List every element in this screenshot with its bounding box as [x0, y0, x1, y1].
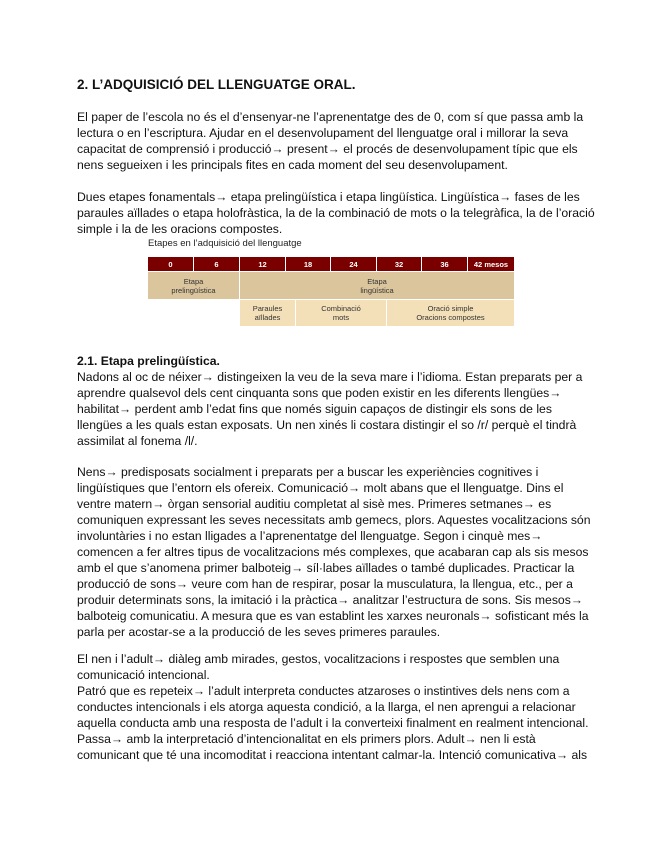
phase-sentences — [387, 300, 514, 326]
age-cell: 32 — [377, 257, 422, 271]
text-line: producció de sons→ veure com han de respirar, posar la musculatura, la llengua, etc., per a — [77, 577, 573, 591]
paragraph-prelinguistic — [77, 353, 582, 449]
stage-linguistic — [240, 272, 514, 299]
age-cell: 6 — [194, 257, 240, 271]
stage-prelinguistic — [148, 272, 240, 299]
text-line: habilitat→ perdent amb l’edat fins que només siguin capaços de distingir els sons de les — [77, 402, 552, 416]
text-line: comuniquen expressant les seves necessitats amb gemecs, plors. Aquestes vocalitzacions són — [77, 513, 591, 527]
age-cell: 0 — [148, 257, 194, 271]
phase-label: Combinació — [321, 304, 361, 313]
age-cell: 42 mesos — [468, 257, 514, 271]
text-line: aprendre qualsevol dels cent cinquanta sons que poden existir en les diferents llengües→ — [77, 386, 562, 400]
text-line: capacitat de comprensió i producció→ present→ el procés de desenvolupament típic que els — [77, 142, 578, 156]
stage-label: Etapa — [183, 276, 204, 286]
text-line: Nadons al oc de néixer→ distingeixen la veu de la seva mare i l’idioma. Estan preparats per a — [77, 370, 583, 384]
phase-isolated-words — [240, 300, 296, 326]
text-line: simple i la de les oracions compostes. — [77, 222, 283, 236]
text-line: El nen i l’adult→ diàleg amb mirades, gestos, vocalitzacions i respostes que semblen una — [77, 652, 560, 666]
age-cell: 18 — [286, 257, 331, 271]
text-line: balboteig comunicatiu. A mesura que es van establint les xarxes neuronals→ sofisticant més la — [77, 609, 589, 623]
phase-label: Paraules — [252, 304, 283, 313]
text-line: conductes intencionals i els atorga aquesta condició, a la llarga, el nen aprengui a relacionar — [77, 700, 576, 714]
paragraph-stages — [77, 189, 595, 237]
text-line: Dues etapes fonamentals→ etapa prelingüística i etapa lingüística. Lingüística→ fases de les — [77, 190, 580, 204]
age-cell: 36 — [422, 257, 468, 271]
text-line: produir determinats sons, la imitació i la pràctica→ analitzar l’estructura de sons. Sis mesos→ — [77, 593, 583, 607]
age-cell: 12 — [240, 257, 286, 271]
text-line: comunicant que té una incomoditat i reacciona intentant calmar-la. Intenció comunicativa→ als — [77, 748, 588, 762]
phase-label: mots — [332, 313, 350, 322]
text-line: nens segueixen i les principals fites en cada moment del seu desenvolupament. — [77, 158, 508, 172]
phase-label: aïllades — [254, 313, 281, 322]
stage-label: lingüística — [360, 285, 394, 295]
text-line: Patró que es repeteix→ l’adult interpreta conductes atzaroses o instintives dels nens com a — [77, 684, 570, 698]
text-line: El paper de l’escola no és el d’ensenyar-ne l’aprenentatge des de 0, com sí que passa amb la — [77, 110, 584, 124]
text-line: lectura o en l’escriptura. Ajudar en el desenvolupament del llenguatge oral i millorar la seva — [77, 126, 569, 140]
section-title: 2. L’ADQUISICIÓ DEL LLENGUATGE ORAL. — [77, 77, 356, 92]
text-line: lingüístiques que l’entorn els ofereix. Comunicació→ molt abans que el llenguatge. Dins el — [77, 481, 564, 495]
figure-caption: Etapes en l’adquisició del llenguatge — [148, 238, 302, 249]
paragraph-dialogue — [77, 651, 589, 763]
text-line: involuntàries i no estan lligades a l’aprenentatge del llenguatge. Segon i cinquè mes→ — [77, 529, 543, 543]
paragraph-communication — [77, 464, 591, 640]
text-line: comencen a fer altres tipus de vocalitzacions més complexes, que acabaran cap als sis mesos — [77, 545, 589, 559]
subsection-title: 2.1. Etapa prelingüística. — [77, 354, 220, 368]
text-line: llengües a les quals estan exposats. Un nen xinés li costara distingir el so /r/ perquè el tindrà — [77, 418, 577, 432]
text-line: Passa→ amb la interpretació d’intencionalitat en els primers plors. Adult→ nen li està — [77, 732, 536, 746]
text-line: comunicació intencional. — [77, 668, 210, 682]
text-line: amb el que s’anomena primer balboteig→ síl·labes aïllades o també duplicades. Practicar la — [77, 561, 575, 575]
text-line: parla per acostar-se a la producció de les seves primeres paraules. — [77, 625, 441, 639]
text-line: aquella conducta amb una resposta de l’adult i la converteixi finalment en realment intencional. — [77, 716, 589, 730]
text-line: Nens→ predisposats socialment i preparats per a buscar les experiències cognitives i — [77, 465, 539, 479]
text-line: assimilat al fonema /l/. — [77, 434, 198, 448]
stage-label: Etapa — [367, 276, 387, 286]
text-line: ventre matern→ òrgan sensorial auditiu completat al sisè mes. Primeres setmanes→ es — [77, 497, 552, 511]
age-cell: 24 — [331, 257, 377, 271]
stage-label: prelingüística — [171, 285, 216, 295]
phase-label: Oració simple — [427, 304, 474, 313]
phase-label: Oracions compostes — [416, 313, 485, 322]
paragraph-intro — [77, 109, 583, 173]
phase-word-combination — [296, 300, 387, 326]
text-line: paraules aïllades o etapa holofràstica, la de la combinació de mots o la telegràfica, la de l’oració — [77, 206, 595, 220]
